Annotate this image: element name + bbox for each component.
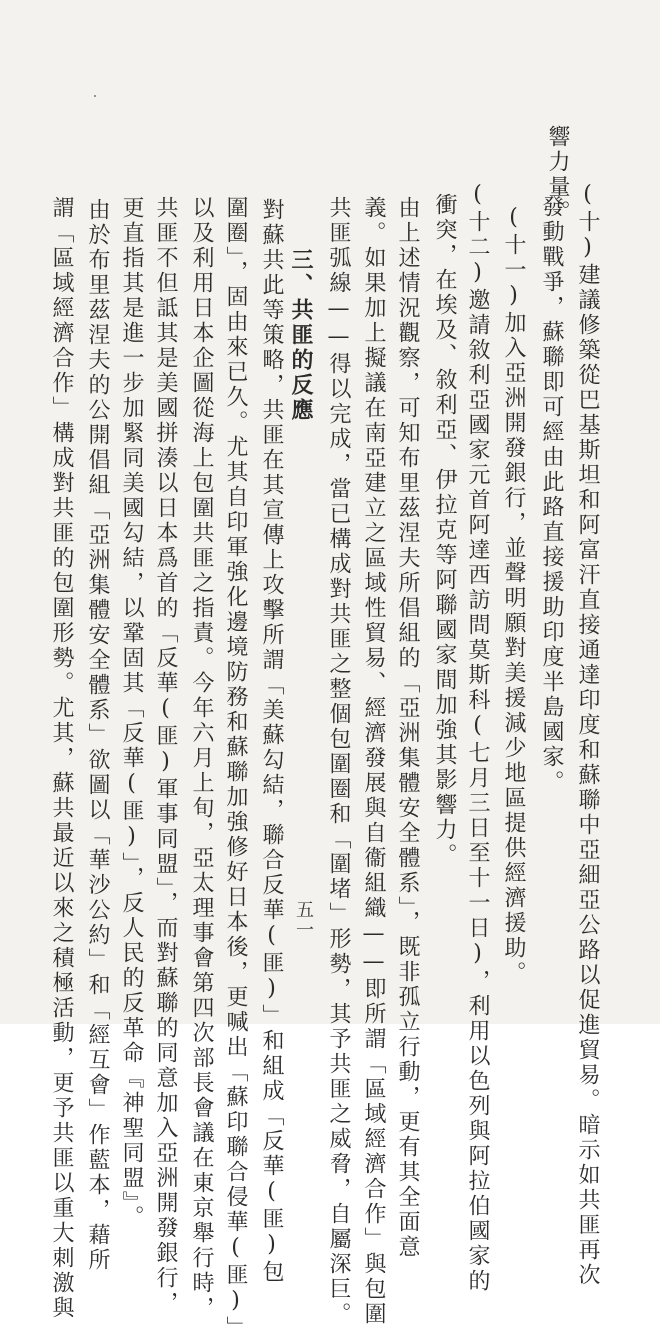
text-column-3: 發動戰爭，蘇聯即可經由此路直接援助印度半島國家。: [539, 195, 564, 795]
text-column-11: 對蘇共此等策略，共匪在其宣傳上攻擊所謂「美蘇勾結，聯合反華(匪)」和組成「反華(匪)包: [259, 198, 284, 1285]
text-column-4: (十一)加入亞洲開發銀行，並聲明願對美援減少地區提供經濟援助。: [501, 205, 526, 986]
text-column-2: (十)建議修築從巴基斯坦和阿富汗直接通達印度和蘇聯中亞細亞公路以促進貿易。暗示如共匪再次: [575, 182, 600, 1288]
text-column-16: 由於布里茲涅夫的公開倡組「亞洲集體安全體系」欲圖以「華沙公約」和「經互會」作藍本，藉所: [85, 198, 110, 1273]
text-column-17: 謂「區域經濟合作」構成對共匪的包圍形勢。尤其，蘇共最近以來之積極活動，更予共匪以重大刺激與: [49, 196, 74, 1321]
text-column-15: 更直指其是進一步加緊同美國勾結，以鞏固其「反華(匪)」，反人民的反革命『神聖同盟』。: [119, 196, 144, 1230]
page-number: 五一: [293, 900, 314, 940]
text-column-13: 以及利用日本企圖從海上包圍共匪之指責。今年六月上旬，亞太理事會第四次部長會議在東京舉行時，: [189, 196, 214, 1321]
text-column-12: 圍圈」，固由來已久。尤其自印軍強化邊境防務和蘇聯加強修好日本後，更喊出「蘇印聯合侵華(匪)」: [223, 196, 248, 1341]
text-column-9: 共匪弧線——得以完成，當已構成對共匪之整個包圍圈和「圍堵」形勢，其予共匪之威脅，自屬深巨。: [326, 196, 351, 1327]
text-column-8: 義。如果加上擬議在南亞建立之區域性貿易、經濟發展與自衞組織——即所謂「區域經濟合作」與包圍: [361, 196, 386, 1327]
text-column-5: (十二)邀請敘利亞國家元首阿達西訪問莫斯科(七月三日至十一日)，利用以色列與阿拉伯國家的: [465, 182, 490, 1294]
text-column-14: 共匪不但詆其是美國拼湊以日本爲首的「反華(匪)軍事同盟」，而對蘇聯的同意加入亞洲開發銀行，: [153, 196, 178, 1316]
section-heading: 三、共匪的反應: [288, 248, 314, 423]
text-column-7: 由上述情況觀察，可知布里茲涅夫所倡組的「亞洲集體安全體系」，既非孤立行動，更有其全面意: [395, 196, 420, 1260]
text-column-6: 衝突，在埃及、敘利亞、伊拉克等阿聯國家間加強其影響力。: [432, 193, 457, 868]
paper-speck: [94, 95, 96, 97]
text-column-1: 響力量。: [545, 125, 570, 225]
